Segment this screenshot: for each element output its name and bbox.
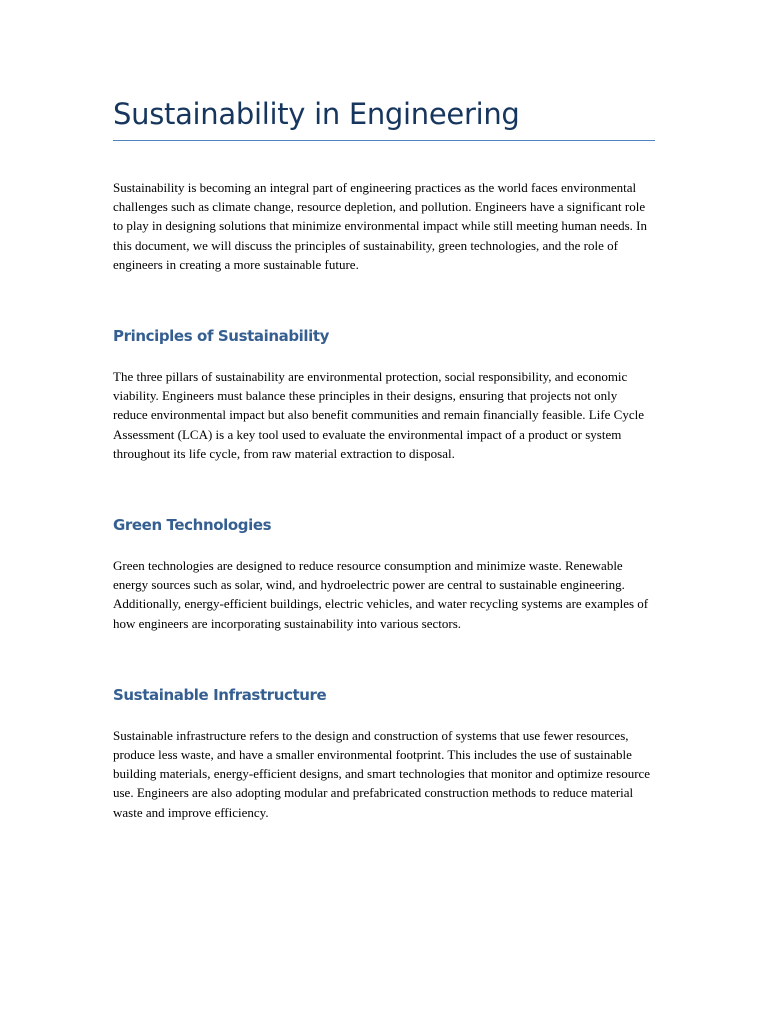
intro-paragraph: Sustainability is becoming an integral part of engineering practices as the world faces environmental challenges such as climate change, resource depletion, and pollution. Engineers have a significant role to play in designing solutions that minimize environmental impact while still meeting human needs. In this document, we will discuss the principles of sustainability, green technologies, and the role of engineers in creating a more sustainable future.: [113, 180, 647, 272]
document-content: [113, 94, 655, 822]
section-body-principles: The three pillars of sustainability are environmental protection, social responsibility, and economic viability. Engineers must balance these principles in their designs, ensuring that projects not only reduce environmental impact but also benefit communities and remain financially feasible. Life Cycle Assessment (LCA) is a key tool used to evaluate the environmental impact of a product or system throughout its life cycle, from raw material extraction to disposal.: [113, 369, 645, 461]
section-heading-sustainable-infrastructure: Sustainable Infrastructure: [113, 685, 327, 704]
section-body-green-technologies: Green technologies are designed to reduce resource consumption and minimize waste. Renewable energy sources such as solar, wind, and hydroelectric power are central to sustainable engineering. Additionally, energy-efficient buildings, electric vehicles, and water recycling systems are examples of how engineers are incorporating sustainability into various sectors.: [113, 558, 649, 631]
document-title: Sustainability in Engineering: [113, 97, 520, 131]
section-heading-principles: Principles of Sustainability: [113, 327, 330, 346]
title-underline-rule: [113, 140, 655, 141]
section-heading-green-technologies: Green Technologies: [113, 516, 272, 535]
section-body-sustainable-infrastructure: Sustainable infrastructure refers to the design and construction of systems that use fewer resources, produce less waste, and have a smaller environmental footprint. This includes the use of sustainable building materials, energy-efficient designs, and smart technologies that monitor and optimize resource use. Engineers are also adopting modular and prefabricated construction methods to reduce material waste and improve efficiency.: [113, 727, 651, 820]
